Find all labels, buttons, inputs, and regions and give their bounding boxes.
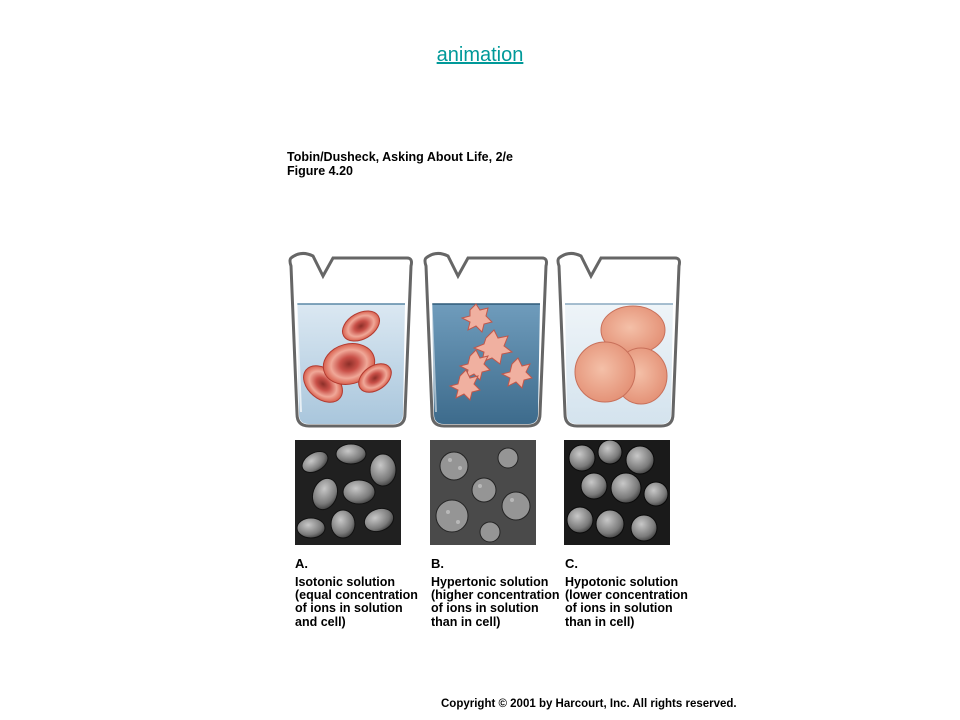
panel-line: than in cell) <box>431 614 501 629</box>
panel-line: and cell) <box>295 614 346 629</box>
panel-description <box>565 576 688 629</box>
micrograph-isotonic <box>295 440 401 545</box>
copyright-notice: Copyright © 2001 by Harcourt, Inc. All rights reserved. <box>441 698 737 710</box>
panel-line: (equal concentration <box>295 588 418 603</box>
panel-line: Isotonic solution <box>295 575 395 589</box>
panel-line: than in cell) <box>565 614 635 629</box>
panel-letter: A. <box>295 556 308 571</box>
panel-line: (lower concentration <box>565 588 688 603</box>
credit-book: Tobin/Dusheck, Asking About Life, 2/e <box>287 150 513 164</box>
panel-letter: C. <box>565 556 578 571</box>
credit-figure: Figure 4.20 <box>287 164 353 178</box>
animation-link[interactable]: animation <box>436 44 524 66</box>
label-panel-b <box>431 556 559 629</box>
panel-description <box>295 576 418 629</box>
beaker-hypotonic <box>553 246 685 430</box>
beaker-hypertonic <box>420 246 552 430</box>
panel-line: of ions in solution <box>295 601 403 616</box>
panel-line: of ions in solution <box>565 601 673 616</box>
label-panel-c <box>565 556 688 629</box>
label-panel-a <box>295 556 418 629</box>
panel-line: Hypertonic solution <box>431 575 549 589</box>
beaker-isotonic <box>285 246 417 430</box>
panel-letter: B. <box>431 556 444 571</box>
figure-credit <box>287 150 513 178</box>
rbc-swollen-cell <box>575 342 635 402</box>
panel-line: Hypotonic solution <box>565 575 679 589</box>
panel-line: of ions in solution <box>431 601 539 616</box>
panel-description <box>431 576 559 629</box>
micrograph-hypotonic <box>564 440 670 545</box>
micrograph-hypertonic <box>430 440 536 545</box>
panel-line: (higher concentration <box>431 588 560 603</box>
